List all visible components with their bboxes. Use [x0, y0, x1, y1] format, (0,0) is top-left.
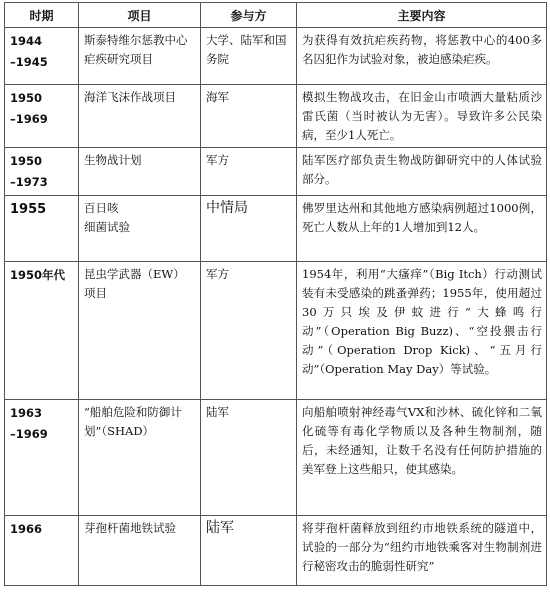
- cell-project: 昆虫学武器（EW）项目: [79, 262, 201, 400]
- cell-period: 1963 –1969: [5, 400, 79, 516]
- header-party: 参与方: [201, 3, 297, 28]
- cell-party: 大学、陆军和国务院: [201, 28, 297, 85]
- cell-party: 中情局: [201, 196, 297, 262]
- cell-project: 海洋飞沫作战项目: [79, 85, 201, 148]
- table-row: [5, 196, 547, 262]
- table-header-row: [5, 3, 547, 28]
- cell-party: 军方: [201, 262, 297, 400]
- table-row: [5, 85, 547, 148]
- cell-content: 向船舶喷射神经毒气VX和沙林、硫化锌和二氧化硫等有毒化学物质以及各种生物制剂，随后，未经通知，让数千名没有任何防护措施的美军登上这些船只，使其感染。: [297, 400, 547, 516]
- header-project: 项目: [79, 3, 201, 28]
- cell-project: 生物战计划: [79, 148, 201, 196]
- table-row: [5, 516, 547, 586]
- cell-project: 百日咳 细菌试验: [79, 196, 201, 262]
- cell-period: 1944 –1945: [5, 28, 79, 85]
- table-row: [5, 400, 547, 516]
- cell-period: 1950 –1973: [5, 148, 79, 196]
- cell-party: 陆军: [201, 516, 297, 586]
- table-row: [5, 148, 547, 196]
- header-content: 主要内容: [297, 3, 547, 28]
- cell-project: 芽孢杆菌地铁试验: [79, 516, 201, 586]
- cell-content: 佛罗里达州和其他地方感染病例超过1000例，死亡人数从上年的1人增加到12人。: [297, 196, 547, 262]
- cell-period: 1955: [5, 196, 79, 262]
- cell-project: “船舶危险和防御计划”（SHAD）: [79, 400, 201, 516]
- experiments-table: [4, 2, 547, 586]
- table-row: [5, 262, 547, 400]
- cell-period: 1966: [5, 516, 79, 586]
- cell-content: 模拟生物战攻击，在旧金山市喷洒大量粘质沙雷氏菌（当时被认为无害）。导致许多公民染病，至少1人死亡。: [297, 85, 547, 148]
- cell-project: 斯泰特维尔惩教中心疟疾研究项目: [79, 28, 201, 85]
- header-period: 时期: [5, 3, 79, 28]
- cell-party: 陆军: [201, 400, 297, 516]
- cell-content: 1954年，利用“大瘙痒”（Big Itch）行动测试装有未受感染的跳蚤弹药；1955年，使用超过30万只埃及伊蚊进行“大蜂鸣行动”（Operation Big Buzz)、“空投猥击行动”（Operation Drop Kick)、“五月行动”（Operation May Day）等试验。: [297, 262, 547, 400]
- cell-period: 1950 –1969: [5, 85, 79, 148]
- cell-party: 军方: [201, 148, 297, 196]
- cell-content: 为获得有效抗疟疾药物，将惩教中心的400多名囚犯作为试验对象，被迫感染疟疾。: [297, 28, 547, 85]
- cell-period: 1950年代: [5, 262, 79, 400]
- cell-content: 陆军医疗部负责生物战防御研究中的人体试验部分。: [297, 148, 547, 196]
- cell-content: 将芽孢杆菌释放到纽约市地铁系统的隧道中，试验的一部分为“纽约市地铁乘客对生物制剂进行秘密攻击的脆弱性研究”: [297, 516, 547, 586]
- table-row: [5, 28, 547, 85]
- cell-party: 海军: [201, 85, 297, 148]
